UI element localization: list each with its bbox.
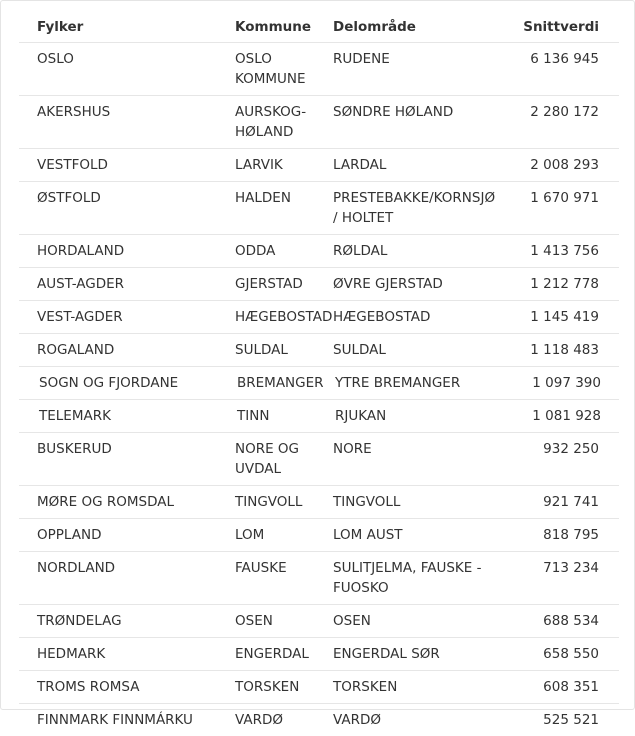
- cell-kommune: TORSKEN: [217, 671, 315, 704]
- cell-delomrade: TINGVOLL: [315, 486, 495, 519]
- table-row: [19, 149, 619, 182]
- cell-snittverdi: 525 521: [495, 704, 619, 736]
- table-row: [19, 400, 619, 433]
- cell-kommune: LOM: [217, 519, 315, 552]
- cell-snittverdi: 932 250: [495, 433, 619, 486]
- cell-delomrade: RJUKAN: [315, 400, 495, 433]
- cell-snittverdi: 1 413 756: [495, 235, 619, 268]
- cell-kommune: GJERSTAD: [217, 268, 315, 301]
- cell-fylke: ROGALAND: [19, 334, 217, 367]
- cell-snittverdi: 688 534: [495, 605, 619, 638]
- cell-kommune: SULDAL: [217, 334, 315, 367]
- cell-snittverdi: 713 234: [495, 552, 619, 605]
- cell-snittverdi: 2 280 172: [495, 96, 619, 149]
- table-header: [19, 11, 619, 43]
- cell-fylke: BUSKERUD: [19, 433, 217, 486]
- cell-delomrade: VARDØ: [315, 704, 495, 736]
- cell-fylke: MØRE OG ROMSDAL: [19, 486, 217, 519]
- cell-kommune: HALDEN: [217, 182, 315, 235]
- table-row: [19, 96, 619, 149]
- cell-delomrade: LARDAL: [315, 149, 495, 182]
- cell-delomrade: LOM AUST: [315, 519, 495, 552]
- table-row: [19, 334, 619, 367]
- cell-snittverdi: 1 670 971: [495, 182, 619, 235]
- cell-kommune: BREMANGER: [217, 367, 315, 400]
- cell-delomrade: SULDAL: [315, 334, 495, 367]
- cell-fylke: OPPLAND: [19, 519, 217, 552]
- cell-delomrade: OSEN: [315, 605, 495, 638]
- cell-delomrade: TORSKEN: [315, 671, 495, 704]
- table-row: [19, 671, 619, 704]
- table-row: [19, 552, 619, 605]
- cell-delomrade: SULITJELMA, FAUSKE - FUOSKO: [315, 552, 495, 605]
- table-row: [19, 433, 619, 486]
- cell-fylke: AKERSHUS: [19, 96, 217, 149]
- table-row: [19, 235, 619, 268]
- cell-delomrade: YTRE BREMANGER: [315, 367, 495, 400]
- cell-kommune: OSEN: [217, 605, 315, 638]
- cell-delomrade: RØLDAL: [315, 235, 495, 268]
- cell-delomrade: ØVRE GJERSTAD: [315, 268, 495, 301]
- cell-fylke: TELEMARK: [19, 400, 217, 433]
- cell-kommune: AURSKOG-HØLAND: [217, 96, 315, 149]
- cell-delomrade: HÆGEBOSTAD: [315, 301, 495, 334]
- cell-delomrade: RUDENE: [315, 43, 495, 96]
- cell-fylke: TROMS ROMSA: [19, 671, 217, 704]
- table-row: [19, 182, 619, 235]
- cell-kommune: HÆGEBOSTAD: [217, 301, 315, 334]
- cell-kommune: TINN: [217, 400, 315, 433]
- cell-snittverdi: 921 741: [495, 486, 619, 519]
- cell-snittverdi: 1 118 483: [495, 334, 619, 367]
- cell-snittverdi: 658 550: [495, 638, 619, 671]
- cell-kommune: ODDA: [217, 235, 315, 268]
- cell-snittverdi: 1 081 928: [495, 400, 619, 433]
- cell-snittverdi: 6 136 945: [495, 43, 619, 96]
- table-row: [19, 268, 619, 301]
- header-delomrade: Delområde: [315, 11, 495, 43]
- cell-snittverdi: 608 351: [495, 671, 619, 704]
- header-snittverdi: Snittverdi: [495, 11, 619, 43]
- cell-fylke: HEDMARK: [19, 638, 217, 671]
- cell-delomrade: SØNDRE HØLAND: [315, 96, 495, 149]
- header-row: [19, 11, 619, 43]
- cell-fylke: TRØNDELAG: [19, 605, 217, 638]
- table-row: [19, 704, 619, 736]
- table-row: [19, 519, 619, 552]
- cell-fylke: ØSTFOLD: [19, 182, 217, 235]
- table-row: [19, 367, 619, 400]
- cell-fylke: AUST-AGDER: [19, 268, 217, 301]
- cell-kommune: OSLO KOMMUNE: [217, 43, 315, 96]
- table-row: [19, 43, 619, 96]
- cell-snittverdi: 818 795: [495, 519, 619, 552]
- cell-delomrade: ENGERDAL SØR: [315, 638, 495, 671]
- cell-snittverdi: 1 097 390: [495, 367, 619, 400]
- table-body: [19, 43, 619, 736]
- cell-kommune: VARDØ: [217, 704, 315, 736]
- table-row: [19, 301, 619, 334]
- cell-fylke: FINNMARK FINNMÁRKU: [19, 704, 217, 736]
- cell-kommune: LARVIK: [217, 149, 315, 182]
- cell-kommune: ENGERDAL: [217, 638, 315, 671]
- table-row: [19, 486, 619, 519]
- cell-fylke: VESTFOLD: [19, 149, 217, 182]
- header-fylker: Fylker: [19, 11, 217, 43]
- cell-kommune: NORE OG UVDAL: [217, 433, 315, 486]
- cell-fylke: HORDALAND: [19, 235, 217, 268]
- cell-snittverdi: 1 145 419: [495, 301, 619, 334]
- cell-delomrade: PRESTEBAKKE/KORNSJØ / HOLTET: [315, 182, 495, 235]
- table-row: [19, 605, 619, 638]
- cell-fylke: VEST-AGDER: [19, 301, 217, 334]
- header-kommune: Kommune: [217, 11, 315, 43]
- cell-snittverdi: 2 008 293: [495, 149, 619, 182]
- cell-fylke: SOGN OG FJORDANE: [19, 367, 217, 400]
- cell-fylke: OSLO: [19, 43, 217, 96]
- cell-snittverdi: 1 212 778: [495, 268, 619, 301]
- cell-fylke: NORDLAND: [19, 552, 217, 605]
- cell-kommune: TINGVOLL: [217, 486, 315, 519]
- snittverdi-table: [19, 11, 619, 736]
- table-row: [19, 638, 619, 671]
- cell-delomrade: NORE: [315, 433, 495, 486]
- cell-kommune: FAUSKE: [217, 552, 315, 605]
